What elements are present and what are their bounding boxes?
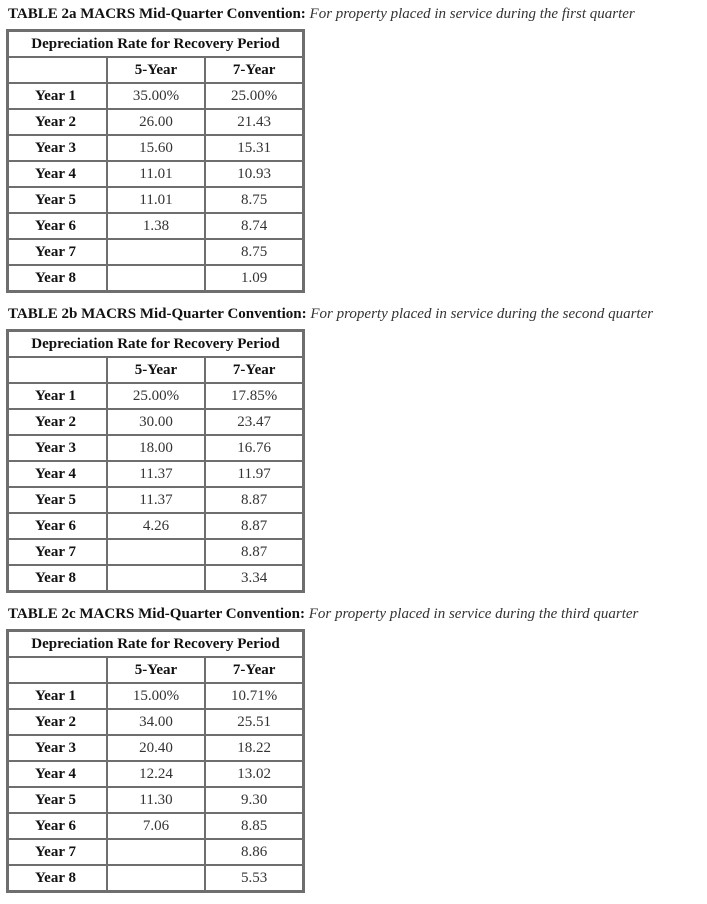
cell-7-year: 8.75 xyxy=(205,239,303,265)
table-row xyxy=(8,187,303,213)
cell-7-year: 25.00% xyxy=(205,83,303,109)
cell-5-year: 12.24 xyxy=(107,761,206,787)
row-label: Year 2 xyxy=(8,109,107,135)
row-label: Year 4 xyxy=(8,761,107,787)
table-row xyxy=(8,513,303,539)
cell-7-year: 17.85% xyxy=(205,383,303,409)
row-label: Year 1 xyxy=(8,83,107,109)
table-row xyxy=(8,761,303,787)
row-label: Year 4 xyxy=(8,161,107,187)
column-header-5-year: 5-Year xyxy=(107,57,206,83)
cell-5-year: 7.06 xyxy=(107,813,206,839)
cell-5-year: 11.01 xyxy=(107,187,206,213)
table-caption xyxy=(8,303,653,325)
cell-5-year: 15.00% xyxy=(107,683,206,709)
cell-7-year: 23.47 xyxy=(205,409,303,435)
table-caption-title: TABLE 2b MACRS Mid-Quarter Convention: xyxy=(8,306,307,322)
cell-5-year xyxy=(107,265,206,291)
cell-7-year: 8.87 xyxy=(205,487,303,513)
table-row xyxy=(8,709,303,735)
row-label: Year 6 xyxy=(8,813,107,839)
cell-5-year: 18.00 xyxy=(107,435,206,461)
row-label: Year 8 xyxy=(8,865,107,891)
cell-5-year: 26.00 xyxy=(107,109,206,135)
cell-7-year: 8.74 xyxy=(205,213,303,239)
row-label: Year 5 xyxy=(8,487,107,513)
row-label: Year 5 xyxy=(8,187,107,213)
row-label: Year 1 xyxy=(8,683,107,709)
cell-5-year: 11.37 xyxy=(107,487,206,513)
row-label: Year 7 xyxy=(8,839,107,865)
cell-7-year: 18.22 xyxy=(205,735,303,761)
row-label: Year 3 xyxy=(8,435,107,461)
table-row xyxy=(8,539,303,565)
cell-5-year: 1.38 xyxy=(107,213,206,239)
row-label: Year 8 xyxy=(8,265,107,291)
table-column-header-row xyxy=(8,357,303,383)
table-header-row xyxy=(8,331,303,357)
table-row xyxy=(8,409,303,435)
table-row xyxy=(8,239,303,265)
table-caption xyxy=(8,3,635,25)
cell-5-year xyxy=(107,565,206,591)
cell-7-year: 25.51 xyxy=(205,709,303,735)
cell-5-year xyxy=(107,239,206,265)
table-row xyxy=(8,865,303,891)
cell-5-year: 4.26 xyxy=(107,513,206,539)
cell-7-year: 10.93 xyxy=(205,161,303,187)
row-label: Year 3 xyxy=(8,135,107,161)
row-label: Year 2 xyxy=(8,409,107,435)
column-header-7-year: 7-Year xyxy=(205,357,303,383)
empty-header-cell xyxy=(8,657,107,683)
row-label: Year 2 xyxy=(8,709,107,735)
cell-5-year: 20.40 xyxy=(107,735,206,761)
cell-7-year: 5.53 xyxy=(205,865,303,891)
cell-5-year: 15.60 xyxy=(107,135,206,161)
table-row xyxy=(8,813,303,839)
row-label: Year 1 xyxy=(8,383,107,409)
row-label: Year 4 xyxy=(8,461,107,487)
cell-5-year: 11.30 xyxy=(107,787,206,813)
table-caption xyxy=(8,603,638,625)
cell-5-year: 34.00 xyxy=(107,709,206,735)
table-header-row xyxy=(8,31,303,57)
cell-7-year: 13.02 xyxy=(205,761,303,787)
depreciation-rate-table xyxy=(6,29,305,293)
table-caption-description: For property placed in service during the first quarter xyxy=(309,6,635,22)
row-label: Year 3 xyxy=(8,735,107,761)
table-row xyxy=(8,265,303,291)
table-row xyxy=(8,135,303,161)
depreciation-rate-table xyxy=(6,629,305,893)
table-caption-title: TABLE 2c MACRS Mid-Quarter Convention: xyxy=(8,606,305,622)
cell-7-year: 8.85 xyxy=(205,813,303,839)
cell-7-year: 21.43 xyxy=(205,109,303,135)
cell-7-year: 3.34 xyxy=(205,565,303,591)
row-label: Year 8 xyxy=(8,565,107,591)
cell-7-year: 16.76 xyxy=(205,435,303,461)
table-column-header-row xyxy=(8,57,303,83)
cell-7-year: 8.87 xyxy=(205,513,303,539)
table-header-row xyxy=(8,631,303,657)
cell-7-year: 10.71% xyxy=(205,683,303,709)
row-label: Year 6 xyxy=(8,213,107,239)
table-row xyxy=(8,109,303,135)
table-row xyxy=(8,683,303,709)
cell-5-year: 30.00 xyxy=(107,409,206,435)
table-row xyxy=(8,383,303,409)
table-row xyxy=(8,735,303,761)
table-caption-description: For property placed in service during the third quarter xyxy=(308,606,639,622)
table-row xyxy=(8,161,303,187)
cell-7-year: 9.30 xyxy=(205,787,303,813)
column-header-5-year: 5-Year xyxy=(107,657,206,683)
row-label: Year 7 xyxy=(8,539,107,565)
depreciation-rate-table xyxy=(6,329,305,593)
table-caption-title: TABLE 2a MACRS Mid-Quarter Convention: xyxy=(8,6,306,22)
table-header: Depreciation Rate for Recovery Period xyxy=(8,631,303,657)
table-row xyxy=(8,461,303,487)
cell-7-year: 8.75 xyxy=(205,187,303,213)
column-header-5-year: 5-Year xyxy=(107,357,206,383)
cell-7-year: 15.31 xyxy=(205,135,303,161)
column-header-7-year: 7-Year xyxy=(205,657,303,683)
cell-5-year xyxy=(107,839,206,865)
table-row xyxy=(8,83,303,109)
cell-7-year: 8.86 xyxy=(205,839,303,865)
cell-7-year: 1.09 xyxy=(205,265,303,291)
table-caption-description: For property placed in service during the second quarter xyxy=(310,306,654,322)
cell-7-year: 8.87 xyxy=(205,539,303,565)
cell-5-year: 35.00% xyxy=(107,83,206,109)
table-header: Depreciation Rate for Recovery Period xyxy=(8,331,303,357)
table-header: Depreciation Rate for Recovery Period xyxy=(8,31,303,57)
empty-header-cell xyxy=(8,57,107,83)
cell-5-year: 11.01 xyxy=(107,161,206,187)
table-row xyxy=(8,839,303,865)
column-header-7-year: 7-Year xyxy=(205,57,303,83)
table-row xyxy=(8,435,303,461)
table-column-header-row xyxy=(8,657,303,683)
cell-5-year: 25.00% xyxy=(107,383,206,409)
row-label: Year 7 xyxy=(8,239,107,265)
row-label: Year 6 xyxy=(8,513,107,539)
empty-header-cell xyxy=(8,357,107,383)
table-row xyxy=(8,565,303,591)
cell-5-year xyxy=(107,865,206,891)
cell-7-year: 11.97 xyxy=(205,461,303,487)
table-row xyxy=(8,213,303,239)
table-row xyxy=(8,787,303,813)
cell-5-year xyxy=(107,539,206,565)
row-label: Year 5 xyxy=(8,787,107,813)
cell-5-year: 11.37 xyxy=(107,461,206,487)
table-row xyxy=(8,487,303,513)
